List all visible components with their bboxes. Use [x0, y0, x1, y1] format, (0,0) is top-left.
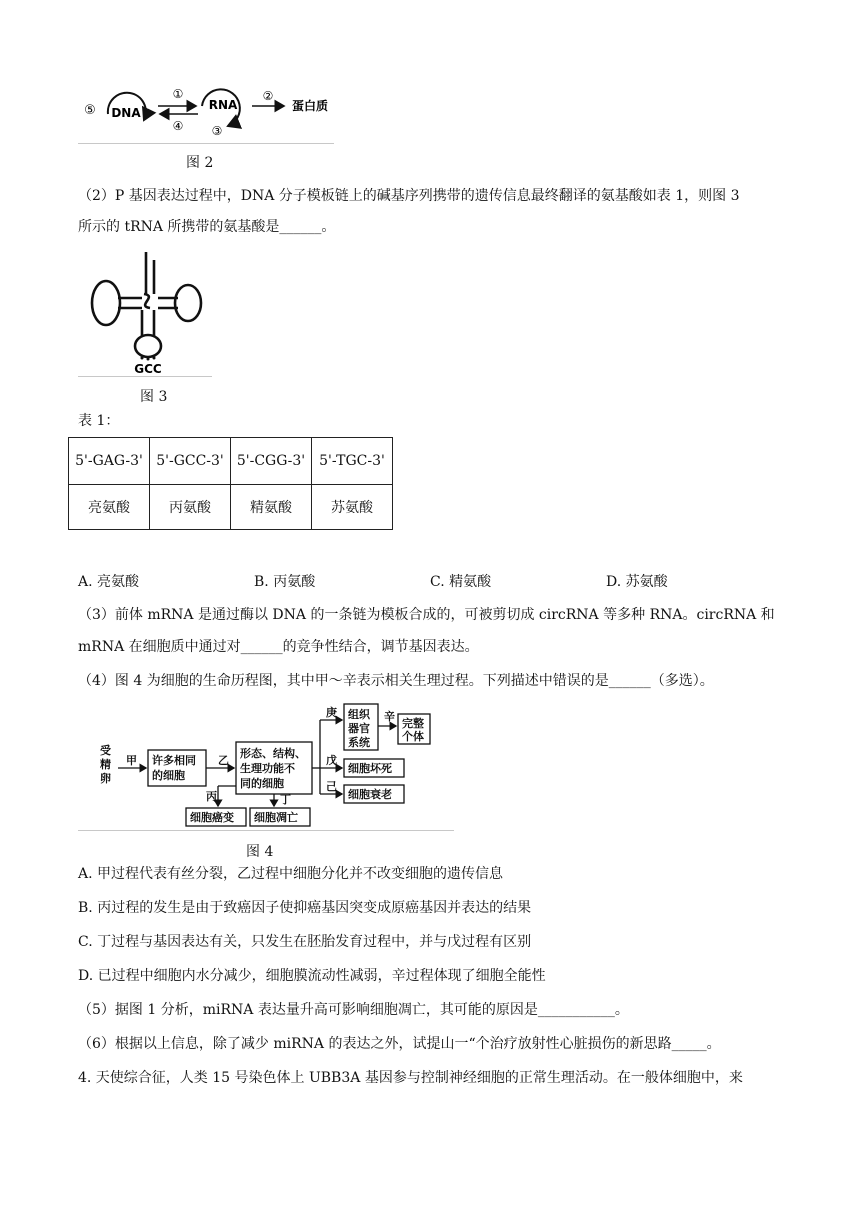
box-diff-line1: 形态、结构、 [240, 747, 306, 760]
trna-anticodon: GCC [134, 362, 162, 376]
box-many-line2: 的细胞 [152, 769, 185, 782]
q2-option-c: C. 精氨酸 [430, 574, 492, 590]
fig4-zygote: 受精卵 [100, 744, 111, 785]
q5-line: （5）据图 1 分析，miRNA 表达量升高可影响细胞凋亡，其可能的原因是___________。 [78, 1002, 629, 1018]
fig2-label-3: ③ [211, 124, 223, 138]
q2-line-2: 所示的 tRNA 所携带的氨基酸是______。 [78, 219, 336, 235]
fig4-proc-wu: 戊 [326, 754, 337, 767]
codon-cell: 5'-TGC-3' [312, 438, 393, 485]
box-tissue-line2: 器官 [348, 722, 370, 735]
codon-cell: 5'-CGG-3' [231, 438, 312, 485]
q2-option-b: B. 丙氨酸 [254, 574, 316, 590]
table-1-label: 表 1： [78, 413, 120, 429]
figure-3-rule [78, 376, 212, 377]
q4-option-b: B. 丙过程的发生是由于致癌因子使抑癌基因突变成原癌基因并表达的结果 [78, 900, 532, 916]
fig2-label-5: ⑤ [84, 103, 96, 118]
fig4-proc-xin: 辛 [384, 710, 395, 723]
box-whole-line1: 完整 [402, 717, 424, 730]
box-tissue-line3: 系统 [348, 736, 370, 749]
box-diff-line3: 同的细胞 [240, 777, 284, 790]
codon-cell: 5'-GAG-3' [69, 438, 150, 485]
figure-2-diagram [78, 80, 340, 142]
fig4-proc-bing: 丙 [206, 790, 217, 803]
fig4-proc-geng: 庚 [326, 706, 337, 719]
box-apoptosis-text: 细胞凋亡 [254, 811, 298, 824]
fig4-proc-yi: 乙 [218, 754, 229, 767]
fig2-protein: 蛋白质 [291, 99, 329, 113]
table-1 [68, 437, 393, 530]
q2-option-a: A. 亮氨酸 [78, 574, 140, 590]
q2-option-d: D. 苏氨酸 [606, 574, 668, 590]
box-diff-line2: 生理功能不 [240, 762, 295, 775]
figure-4-diagram [96, 702, 456, 828]
figure-3-caption: 图 3 [140, 389, 168, 405]
q4-option-a: A. 甲过程代表有丝分裂，乙过程中细胞分化并不改变细胞的遗传信息 [78, 866, 504, 882]
amino-acid-cell: 丙氨酸 [150, 485, 231, 530]
fig2-dna: DNA [111, 106, 141, 120]
amino-acid-cell: 精氨酸 [231, 485, 312, 530]
fig2-label-2: ② [262, 89, 274, 103]
q2-line-1: （2）P 基因表达过程中，DNA 分子模板链上的碱基序列携带的遗传信息最终翻译的氨基酸如表 1，则图 3 [78, 188, 740, 204]
box-aging-text: 细胞衰老 [348, 788, 392, 801]
fig2-rna: RNA [208, 98, 238, 112]
box-whole-line2: 个体 [402, 730, 424, 743]
figure-3-trna [84, 250, 212, 376]
box-tissue-line1: 组织 [348, 708, 370, 721]
amino-acid-cell: 亮氨酸 [69, 485, 150, 530]
q4-line-1: （4）图 4 为细胞的生命历程图，其中甲～辛表示相关生理过程。下列描述中错误的是______（多选）。 [78, 673, 714, 689]
q3-line-2: mRNA 在细胞质中通过对______的竞争性结合，调节基因表达。 [78, 639, 479, 655]
figure-2-rule [78, 143, 334, 144]
fig2-label-4: ④ [172, 119, 184, 133]
q7-line: 4. 天使综合征，人类 15 号染色体上 UBB3A 基因参与控制神经细胞的正常生理活动。在一般体细胞中，来 [78, 1070, 743, 1086]
codon-cell: 5'-GCC-3' [150, 438, 231, 485]
q4-option-d: D. 已过程中细胞内水分减少，细胞膜流动性减弱，辛过程体现了细胞全能性 [78, 968, 546, 984]
box-cancer-text: 细胞癌变 [190, 811, 234, 824]
q6-line: （6）根据以上信息，除了减少 miRNA 的表达之外，试提山一“个治疗放射性心脏损伤的新思路_____。 [78, 1036, 721, 1052]
figure-2-caption: 图 2 [186, 155, 214, 171]
box-necrosis-text: 细胞坏死 [348, 762, 392, 775]
fig2-label-1: ① [172, 87, 184, 101]
fig4-proc-ding: 丁 [280, 793, 291, 806]
fig4-proc-jia: 甲 [126, 754, 137, 767]
q3-line-1: （3）前体 mRNA 是通过酶以 DNA 的一条链为模板合成的，可被剪切成 circRNA 等多种 RNA。circRNA 和 [78, 607, 775, 623]
figure-4-rule [78, 830, 454, 831]
q4-option-c: C. 丁过程与基因表达有关，只发生在胚胎发育过程中，并与戊过程有区别 [78, 934, 532, 950]
amino-acid-cell: 苏氨酸 [312, 485, 393, 530]
fig4-proc-ji: 己 [326, 780, 337, 793]
box-many-line1: 许多相同 [152, 754, 196, 767]
figure-4-caption: 图 4 [246, 844, 274, 860]
